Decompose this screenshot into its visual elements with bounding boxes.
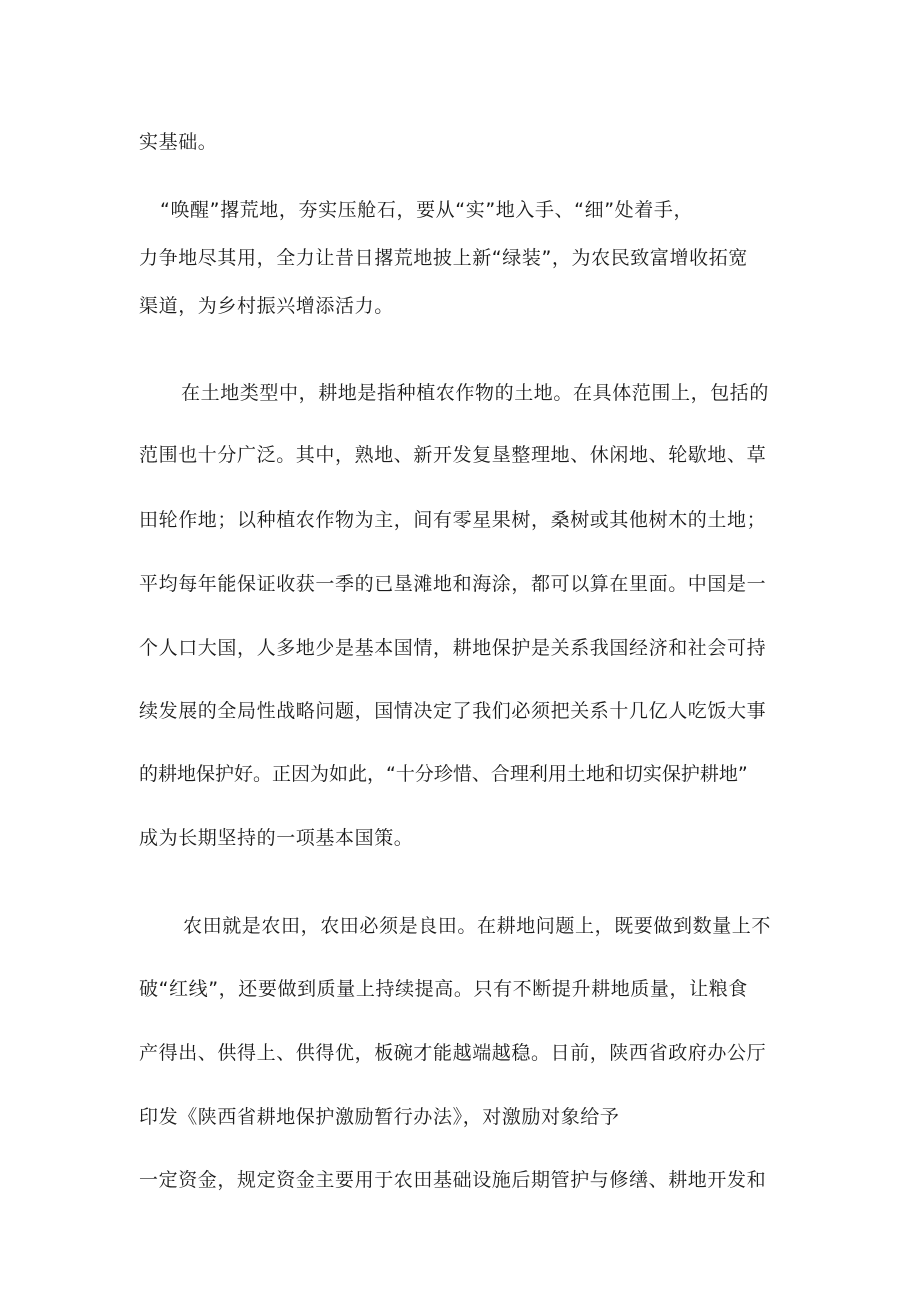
text-line: 田轮作地；以种植农作物为主，间有零星果树，桑树或其他树木的土地； bbox=[139, 509, 767, 531]
text-line: 续发展的全局性战略问题，国情决定了我们必须把关系十几亿人吃饭大事 bbox=[139, 700, 767, 722]
text-line: 的耕地保护好。正因为如此，“十分珍惜、合理利用土地和切实保护耕地” bbox=[139, 763, 748, 785]
text-line: 印发《陕西省耕地保护激励暂行办法》，对激励对象给予 bbox=[139, 1106, 620, 1128]
text-line: 在土地类型中，耕地是指种植农作物的土地。在具体范围上，包括的 bbox=[181, 382, 770, 404]
text-line: 渠道，为乡村振兴增添活力。 bbox=[139, 295, 394, 317]
text-line: 产得出、供得上、供得优，板碗才能越端越稳。日前，陕西省政府办公厅 bbox=[139, 1042, 767, 1064]
text-line: 一定资金，规定资金主要用于农田基础设施后期管护与修缮、耕地开发和 bbox=[139, 1169, 767, 1191]
text-line: 破“红线”，还要做到质量上持续提高。只有不断提升耕地质量，让粮食 bbox=[139, 978, 748, 1000]
text-line: 个人口大国，人多地少是基本国情，耕地保护是关系我国经济和社会可持 bbox=[139, 637, 767, 659]
text-line: 农田就是农田，农田必须是良田。在耕地问题上，既要做到数量上不 bbox=[183, 915, 772, 937]
text-line: 范围也十分广泛。其中，熟地、新开发复垦整理地、休闲地、轮歇地、草 bbox=[139, 444, 767, 466]
text-line: 平均每年能保证收获一季的已垦滩地和海涂，都可以算在里面。中国是一 bbox=[139, 573, 767, 595]
text-line: “唤醒”撂荒地，夯实压舱石，要从“实”地入手、“细”处着手， bbox=[160, 199, 694, 221]
text-line: 成为长期坚持的一项基本国策。 bbox=[139, 827, 414, 849]
text-line: 力争地尽其用，全力让昔日撂荒地披上新“绿装”，为农民致富增收拓宽 bbox=[139, 247, 748, 269]
text-line: 实基础。 bbox=[139, 131, 218, 153]
